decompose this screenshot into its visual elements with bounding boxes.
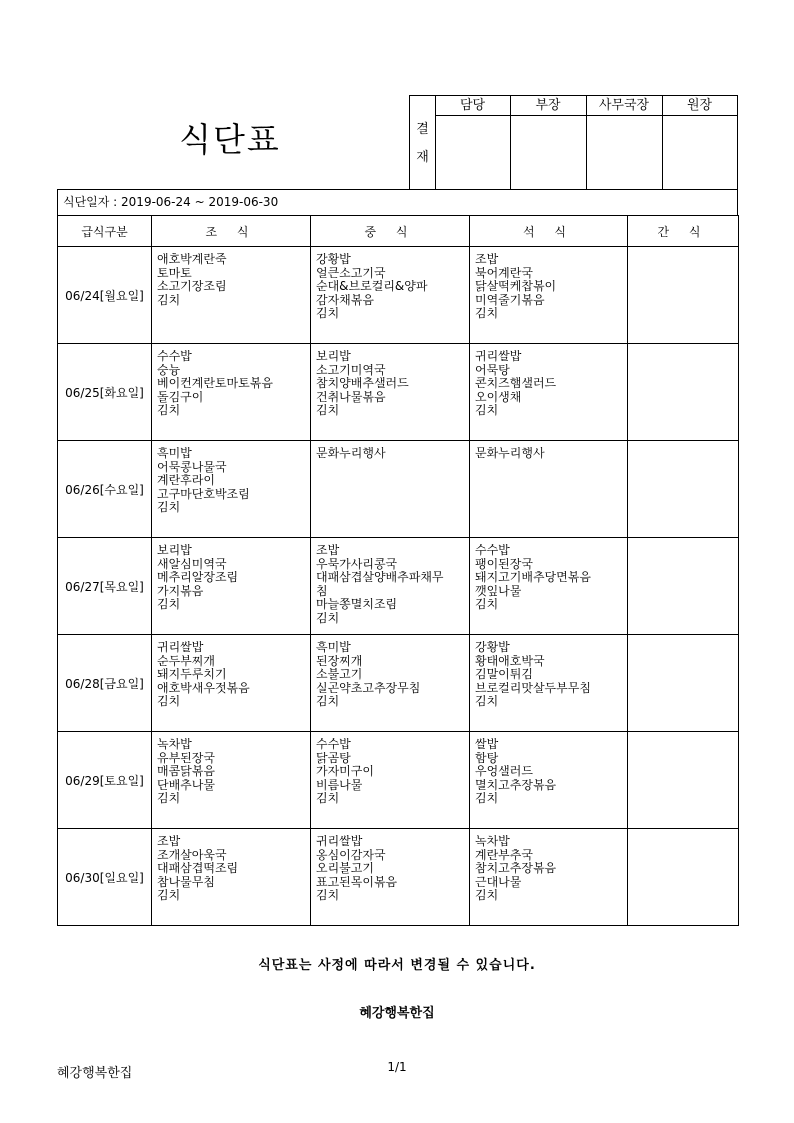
menu-item: 계란후라이 <box>157 474 215 487</box>
menu-item: 새알심미역국 <box>157 557 227 571</box>
menu-item: 애호박새우젓볶음 <box>157 681 250 695</box>
menu-item: 오리불고기 <box>316 862 374 875</box>
menu-item: 멸치고추장볶음 <box>475 778 557 792</box>
menu-item: 어묵콩나물국 <box>157 460 227 474</box>
menu-item: 콘치즈햄샐러드 <box>475 377 557 390</box>
menu-item: 가지볶음 <box>157 584 204 598</box>
menu-item: 녹차밥 <box>157 738 192 751</box>
menu-item: 김치 <box>316 889 340 902</box>
snack-cell <box>628 247 739 344</box>
menu-item: 감자채볶음 <box>316 293 374 307</box>
day-label: 06/25[화요일] <box>58 344 152 441</box>
menu-item: 강황밥 <box>475 641 510 654</box>
menu-item: 소고기미역국 <box>316 363 386 377</box>
table-row <box>58 247 739 344</box>
dinner-cell <box>470 732 628 829</box>
menu-item: 순대&브로컬리&양파 <box>316 280 428 293</box>
menu-item: 닭곰탕 <box>316 751 351 765</box>
approval-header-secretary: 사무국장 <box>598 98 650 113</box>
menu-item: 북어계란국 <box>475 266 533 280</box>
menu-item: 유부된장국 <box>157 751 215 765</box>
menu-item: 계란부추국 <box>475 848 533 862</box>
menu-item: 김치 <box>157 889 181 902</box>
breakfast-cell <box>152 538 311 635</box>
table-header-row <box>58 216 739 247</box>
snack-cell <box>628 441 739 538</box>
snack-cell <box>628 732 739 829</box>
header-lunch: 중 식 <box>311 216 470 247</box>
menu-item: 김치 <box>316 611 340 625</box>
menu-item: 참치고추장볶음 <box>475 862 557 875</box>
menu-item: 우묵가사리콩국 <box>316 557 398 571</box>
breakfast-cell <box>152 247 311 344</box>
menu-item: 김치 <box>157 404 181 417</box>
approval-header-manager: 담당 <box>459 98 486 113</box>
menu-item: 보리밥 <box>316 350 351 363</box>
menu-item: 근대나물 <box>475 875 522 889</box>
menu-item: 김치 <box>316 404 340 417</box>
menu-item: 김치 <box>475 695 499 708</box>
menu-item: 대패삼겹살양배추파채무 <box>316 571 444 584</box>
table-row <box>58 441 739 538</box>
menu-item: 애호박계란죽 <box>157 253 227 266</box>
menu-item: 침 <box>316 584 328 598</box>
menu-item: 김치 <box>475 598 499 611</box>
snack-cell <box>628 344 739 441</box>
approval-header-director: 원장 <box>686 98 713 113</box>
breakfast-cell <box>152 829 311 926</box>
menu-item: 닭살떡케찹볶이 <box>475 280 557 293</box>
header-snack: 간 식 <box>628 216 739 247</box>
page-number: 1/1 <box>387 1060 407 1074</box>
menu-item: 베이컨계란토마토볶음 <box>157 377 273 390</box>
day-label: 06/27[목요일] <box>58 538 152 635</box>
menu-item: 우엉샐러드 <box>475 765 533 778</box>
menu-item: 김치 <box>316 307 340 320</box>
menu-item: 표고된목이볶음 <box>316 875 398 889</box>
menu-item: 귀리쌀밥 <box>157 641 204 654</box>
menu-item: 귀리쌀밥 <box>316 835 363 848</box>
snack-cell <box>628 635 739 732</box>
day-label: 06/26[수요일] <box>58 441 152 538</box>
approval-box <box>409 95 738 190</box>
menu-item: 김치 <box>157 695 181 708</box>
table-row <box>58 635 739 732</box>
menu-item: 숭늉 <box>157 363 181 377</box>
menu-item: 얼큰소고기국 <box>316 266 386 280</box>
menu-item: 수수밥 <box>157 350 192 363</box>
menu-item: 함탕 <box>475 751 499 765</box>
menu-item: 가자미구이 <box>316 765 374 778</box>
dinner-cell <box>470 538 628 635</box>
menu-item: 김말이튀김 <box>475 668 533 681</box>
menu-item: 보리밥 <box>157 544 192 557</box>
menu-item: 수수밥 <box>316 738 351 751</box>
dinner-cell <box>470 635 628 732</box>
menu-item: 순두부찌개 <box>157 654 215 668</box>
breakfast-cell <box>152 344 311 441</box>
menu-item: 옹심이감자국 <box>316 848 386 862</box>
snack-cell <box>628 538 739 635</box>
menu-item: 오이생채 <box>475 390 522 404</box>
menu-item: 김치 <box>157 501 181 514</box>
footer-organization: 혜강행복한집 <box>57 1066 133 1081</box>
dinner-cell <box>470 344 628 441</box>
menu-item: 된장찌개 <box>316 654 363 668</box>
lunch-cell <box>311 538 470 635</box>
menu-item: 김치 <box>157 293 181 307</box>
dinner-cell <box>470 247 628 344</box>
change-notice: 식단표는 사정에 따라서 변경될 수 있습니다. <box>258 958 536 973</box>
menu-item: 문화누리행사 <box>475 447 545 460</box>
menu-item: 참치양배추샐러드 <box>316 377 409 390</box>
menu-item: 비름나물 <box>316 778 363 792</box>
menu-item: 어묵탕 <box>475 363 510 377</box>
menu-item: 김치 <box>475 889 499 902</box>
menu-item: 돼지두루치기 <box>157 668 227 681</box>
menu-item: 강황밥 <box>316 253 351 266</box>
menu-item: 녹차밥 <box>475 835 510 848</box>
lunch-cell <box>311 247 470 344</box>
dinner-cell <box>470 441 628 538</box>
menu-item: 깻잎나물 <box>475 584 522 598</box>
breakfast-cell <box>152 635 311 732</box>
menu-item: 김치 <box>157 792 181 805</box>
menu-item: 김치 <box>316 792 340 805</box>
lunch-cell <box>311 441 470 538</box>
lunch-cell <box>311 732 470 829</box>
table-row <box>58 344 739 441</box>
menu-item: 귀리쌀밥 <box>475 350 522 363</box>
menu-item: 수수밥 <box>475 544 510 557</box>
menu-item: 토마토 <box>157 266 192 280</box>
snack-cell <box>628 829 739 926</box>
menu-item: 조밥 <box>157 835 181 848</box>
day-label: 06/28[금요일] <box>58 635 152 732</box>
approval-side-label-1: 결 <box>416 122 429 137</box>
page-title: 식단표 <box>179 120 281 159</box>
menu-item: 문화누리행사 <box>316 447 386 460</box>
menu-item: 미역줄기볶음 <box>475 293 545 307</box>
menu-item: 김치 <box>475 792 499 805</box>
menu-item: 참나물무침 <box>157 875 215 889</box>
menu-item: 김치 <box>316 695 340 708</box>
menu-item: 마늘쫑멸치조림 <box>316 598 398 611</box>
menu-item: 실곤약초고추장무침 <box>316 681 421 695</box>
lunch-cell <box>311 344 470 441</box>
menu-item: 고구마단호박조림 <box>157 487 250 501</box>
menu-item: 조밥 <box>475 253 499 266</box>
lunch-cell <box>311 635 470 732</box>
table-row <box>58 732 739 829</box>
header-breakfast: 조 식 <box>152 216 311 247</box>
menu-item: 브로컬리맛살두부무침 <box>475 681 591 695</box>
menu-item: 쌀밥 <box>475 738 499 751</box>
menu-item: 조개살아욱국 <box>157 848 227 862</box>
menu-item: 소불고기 <box>316 668 363 681</box>
menu-item: 메추리알장조림 <box>157 571 239 584</box>
menu-item: 흑미밥 <box>316 641 351 654</box>
menu-item: 매콤닭볶음 <box>157 765 215 778</box>
menu-item: 김치 <box>157 598 181 611</box>
breakfast-cell <box>152 732 311 829</box>
day-label: 06/30[일요일] <box>58 829 152 926</box>
breakfast-cell <box>152 441 311 538</box>
menu-item: 조밥 <box>316 544 340 557</box>
dinner-cell <box>470 829 628 926</box>
menu-item: 대패삼겹떡조림 <box>157 862 239 875</box>
day-label: 06/24[월요일] <box>58 247 152 344</box>
table-row <box>58 829 739 926</box>
approval-side-label-2: 재 <box>416 150 429 165</box>
menu-item: 김치 <box>475 307 499 320</box>
approval-header-head: 부장 <box>535 98 561 113</box>
menu-item: 소고기장조림 <box>157 280 227 293</box>
menu-item: 흑미밥 <box>157 447 192 460</box>
table-row <box>58 538 739 635</box>
organization-name: 혜강행복한집 <box>359 1006 435 1021</box>
menu-item: 황태애호박국 <box>475 654 545 668</box>
lunch-cell <box>311 829 470 926</box>
date-range: 식단일자 : 2019-06-24 ~ 2019-06-30 <box>57 189 738 216</box>
day-label: 06/29[토요일] <box>58 732 152 829</box>
menu-item: 단배추나물 <box>157 778 215 792</box>
menu-table <box>57 215 739 926</box>
menu-item: 팽이된장국 <box>475 557 533 571</box>
menu-item: 돼지고기배추당면볶음 <box>475 571 591 584</box>
menu-item: 건취나물볶음 <box>316 390 386 404</box>
header-dinner: 석 식 <box>470 216 628 247</box>
menu-item: 돌김구이 <box>157 390 204 404</box>
header-meal-type: 급식구분 <box>58 216 152 247</box>
menu-item: 김치 <box>475 404 499 417</box>
